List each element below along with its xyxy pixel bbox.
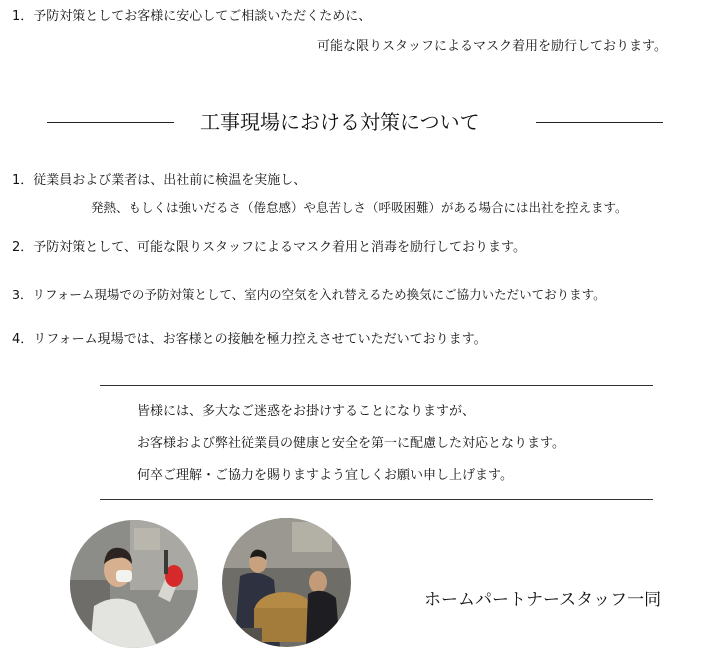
section-heading	[0, 108, 710, 136]
notice-line-2: お客様および弊社従業員の健康と安全を第一に配慮した対応となります。	[137, 436, 565, 451]
workers-at-site-photo	[222, 518, 351, 647]
notice-rule-top	[100, 385, 653, 386]
intro-line-2: 可能な限りスタッフによるマスク着用を励行しております。	[317, 39, 667, 54]
measure-item-1-line-1: 1．従業員および業者は、出社前に検温を実施し、	[12, 173, 307, 188]
measure-item-4: 4．リフォーム現場では、お客様との接触を極力控えさせていただいております。	[12, 332, 487, 347]
measure-item-1-line-2: 発熱、もしくは強いだるさ（倦怠感）や息苦しさ（呼吸困難）がある場合には出社を控えます。	[91, 200, 628, 215]
measure-item-2: 2．予防対策として、可能な限りスタッフによるマスク着用と消毒を励行しております。	[12, 240, 526, 255]
signature: ホームパートナースタッフ一同	[424, 590, 662, 610]
intro-line-1: 1．予防対策としてお客様に安心してご相談いただくために、	[12, 9, 372, 24]
measure-item-3: 3．リフォーム現場での予防対策として、室内の空気を入れ替えるため換気にご協力いただいております。	[12, 287, 606, 302]
heading-rule-right	[536, 122, 663, 123]
notice-line-1: 皆様には、多大なご迷惑をお掛けすることになりますが、	[137, 404, 476, 419]
notice-line-3: 何卒ご理解・ご協力を賜りますよう宜しくお願い申し上げます。	[137, 468, 513, 483]
section-title: 工事現場における対策について	[200, 110, 480, 134]
masked-worker-photo	[70, 520, 198, 648]
notice-rule-bottom	[100, 499, 653, 500]
heading-rule-left	[47, 122, 174, 123]
